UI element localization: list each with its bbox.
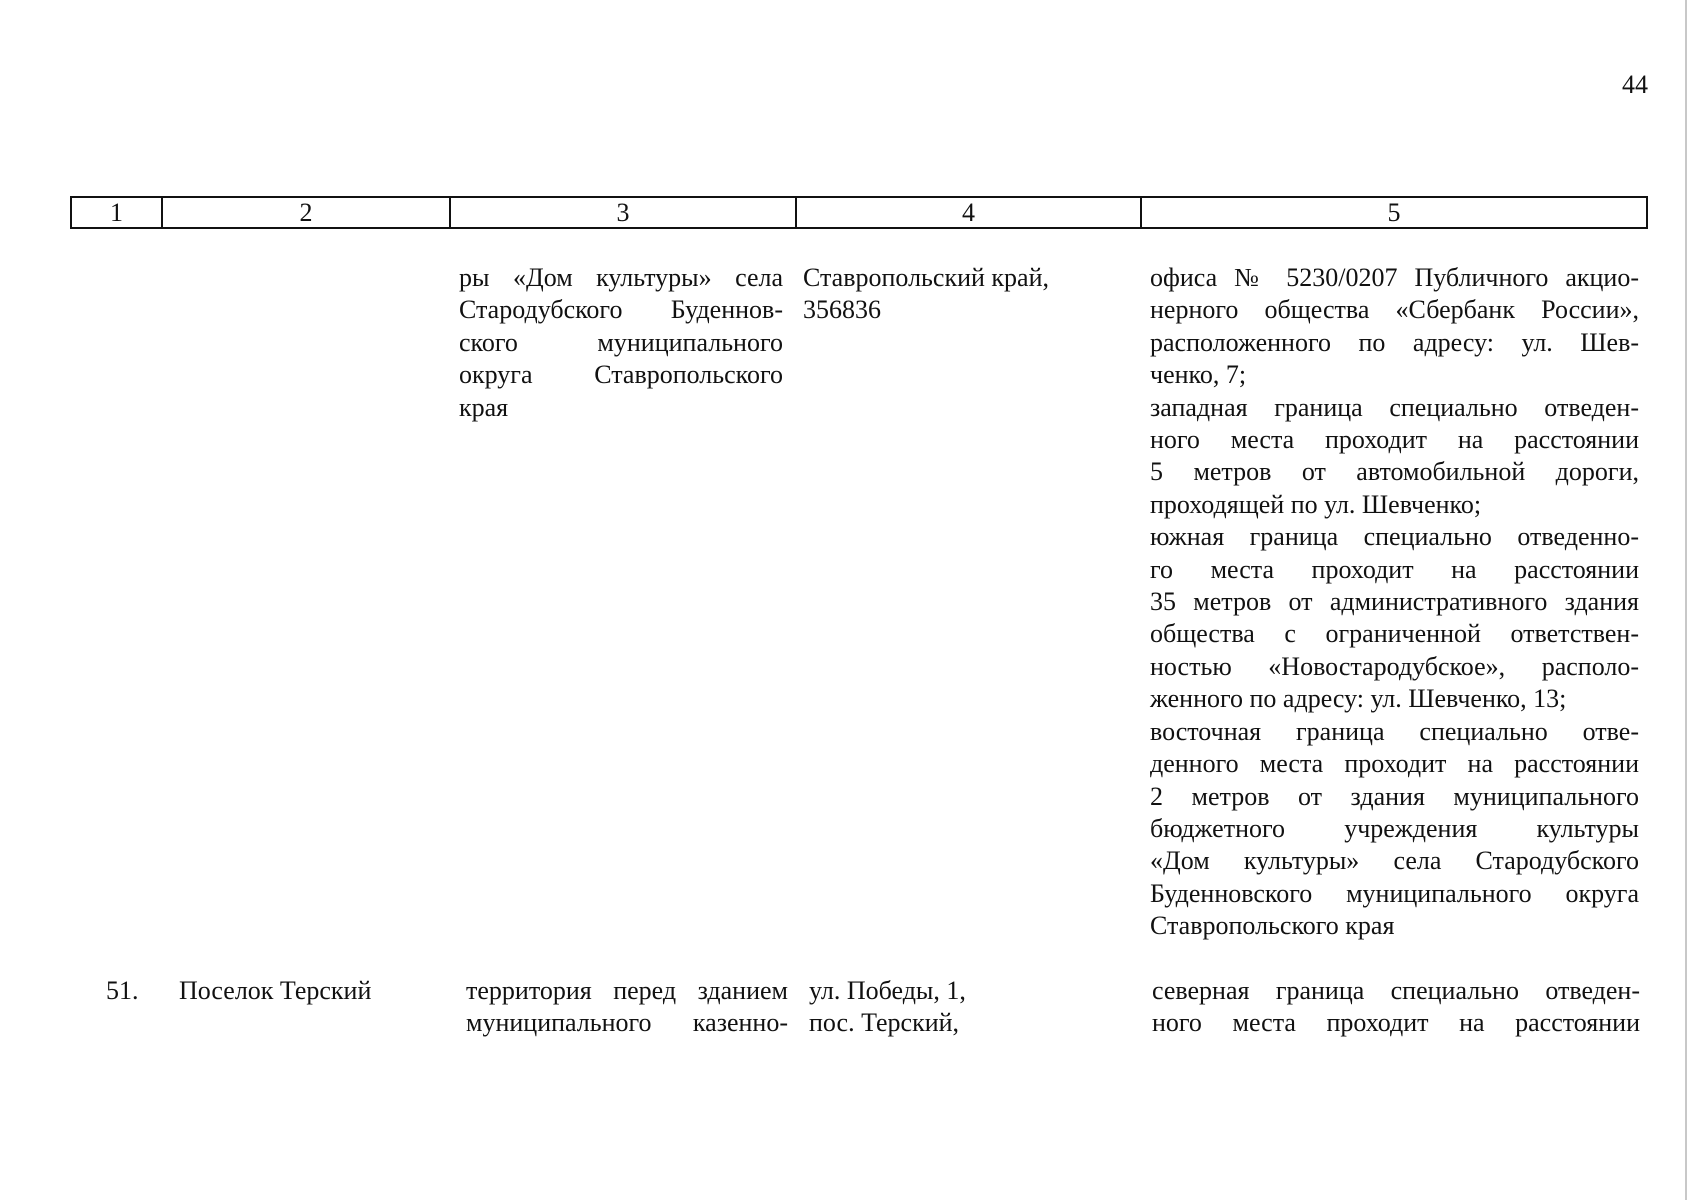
table-header-cell-4: 4 xyxy=(795,198,1140,227)
cell-line: ного места проходит на расстоянии xyxy=(1150,425,1639,455)
cell-line: проходящей по ул. Шевченко; xyxy=(1150,489,1482,519)
table-header-cell-2: 2 xyxy=(161,198,449,227)
cell-line: го места проходит на расстоянии xyxy=(1150,554,1639,584)
cell-line: пос. Терский, xyxy=(809,1008,960,1038)
cell-line: бюджетного учреждения культуры xyxy=(1150,813,1639,843)
table-row-place-cell xyxy=(466,975,788,1040)
scan-edge-shadow xyxy=(1685,0,1687,1200)
cell-line: ченко, 7; xyxy=(1150,360,1247,390)
cell-line: северная граница специально отведен- xyxy=(1152,976,1640,1005)
cell-line: восточная граница специально отве- xyxy=(1150,716,1639,746)
cell-line: Ставропольского края xyxy=(1150,911,1395,941)
cell-line: ул. Победы, 1, xyxy=(809,976,966,1005)
cell-line: муниципального казенно- xyxy=(466,1008,788,1038)
cell-line: южная граница специально отведенно- xyxy=(1150,522,1639,552)
cell-line: ры «Дом культуры» села xyxy=(459,263,783,292)
cell-line: денного места проходит на расстоянии xyxy=(1150,749,1639,779)
table-row-boundary-cell xyxy=(1150,262,1639,943)
cell-line: 2 метров от здания муниципального xyxy=(1150,781,1639,811)
page-number: 44 xyxy=(1622,70,1648,99)
table-row-address-cell xyxy=(803,262,1049,327)
cell-line: нерного общества «Сбербанк России», xyxy=(1150,295,1639,325)
cell-line: края xyxy=(459,392,509,422)
table-row-address-cell xyxy=(809,975,966,1040)
cell-line: 5 метров от автомобильной дороги, xyxy=(1150,457,1639,487)
cell-line: ного места проходит на расстоянии xyxy=(1152,1008,1640,1038)
cell-line: расположенного по адресу: ул. Шев- xyxy=(1150,327,1639,357)
table-row-boundary-cell xyxy=(1152,975,1640,1040)
cell-line: Ставропольский край, xyxy=(803,263,1049,292)
cell-line: офиса № 5230/0207 Публичного акцио- xyxy=(1150,263,1639,292)
cell-line: женного по адресу: ул. Шевченко, 13; xyxy=(1150,684,1567,714)
table-header-row xyxy=(70,196,1648,229)
cell-line: округа Ставропольского xyxy=(459,360,783,390)
cell-line: ностью «Новостародубское», располо- xyxy=(1150,651,1639,681)
cell-line: Стародубского Буденнов- xyxy=(459,295,783,325)
cell-line: Буденновского муниципального округа xyxy=(1150,878,1639,908)
table-row-number: 51. xyxy=(106,976,139,1005)
cell-line: 35 метров от административного здания xyxy=(1150,587,1639,617)
cell-line: ского муниципального xyxy=(459,327,783,357)
cell-line: «Дом культуры» села Стародубского xyxy=(1150,846,1639,876)
table-header-cell-3: 3 xyxy=(449,198,795,227)
cell-line: 356836 xyxy=(803,295,881,325)
cell-line: западная граница специально отведен- xyxy=(1150,392,1639,422)
table-row-locality: Поселок Терский xyxy=(179,976,372,1005)
cell-line: территория перед зданием xyxy=(466,976,788,1005)
table-row-place-cell xyxy=(459,262,783,424)
table-header-cell-1: 1 xyxy=(110,198,123,227)
cell-line: общества с ограниченной ответствен- xyxy=(1150,619,1639,649)
table-header-cell-5: 5 xyxy=(1140,198,1646,227)
